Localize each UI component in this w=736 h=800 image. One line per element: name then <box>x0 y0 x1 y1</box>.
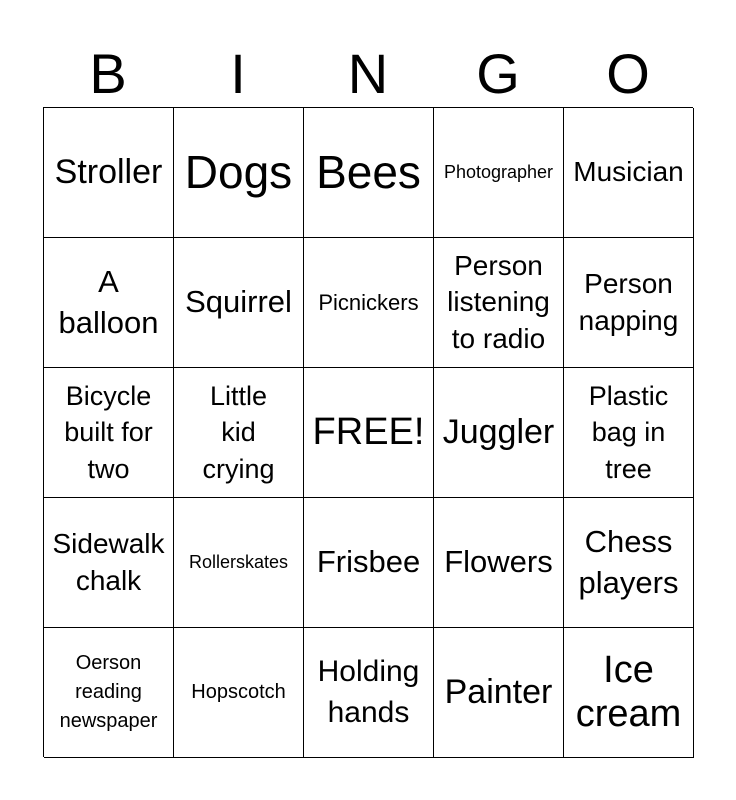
bingo-cell <box>174 108 304 238</box>
bingo-cell <box>304 108 434 238</box>
cell-text: Bees <box>316 146 421 199</box>
cell-text: Squirrel <box>185 284 292 320</box>
cell-text: Little kid crying <box>202 380 275 484</box>
cell-text: A balloon <box>58 263 159 340</box>
bingo-cell <box>44 238 174 368</box>
bingo-cell <box>174 368 304 498</box>
bingo-cell <box>174 238 304 368</box>
cell-text: Sidewalk chalk <box>52 528 165 596</box>
header-letter-i: I <box>230 42 246 105</box>
cell-text: Chess players <box>578 523 679 600</box>
free-space <box>304 368 434 498</box>
cell-text: Rollerskates <box>188 551 289 572</box>
header-letter-b: B <box>89 42 127 105</box>
cell-text: Musician <box>573 156 684 188</box>
cell-text: Hopscotch <box>191 681 286 703</box>
bingo-cell <box>304 238 434 368</box>
cell-text: Dogs <box>184 146 293 199</box>
cell-text: Stroller <box>54 152 163 191</box>
cell-text: Oerson reading newspaper <box>59 652 158 732</box>
cell-text: Frisbee <box>316 544 421 580</box>
header-letter-n: N <box>347 42 389 105</box>
bingo-cell <box>44 498 174 628</box>
cell-text: Flowers <box>444 544 553 580</box>
bingo-cell <box>564 628 694 758</box>
header-letter-o: O <box>606 42 650 105</box>
cell-text: Picnickers <box>318 289 419 315</box>
bingo-cell <box>434 238 564 368</box>
header-letter-g: G <box>476 42 520 105</box>
bingo-cell <box>44 108 174 238</box>
bingo-cell <box>564 498 694 628</box>
bingo-cell <box>44 628 174 758</box>
cell-text: Painter <box>444 672 553 711</box>
cell-text: Plastic bag in tree <box>588 380 669 484</box>
cell-text: Person listening to radio <box>447 249 550 354</box>
cell-text: Photographer <box>443 161 554 182</box>
bingo-cell <box>564 108 694 238</box>
bingo-cell <box>174 498 304 628</box>
bingo-grid <box>43 107 693 757</box>
cell-text: Juggler <box>442 412 555 451</box>
bingo-cell <box>434 108 564 238</box>
bingo-cell <box>304 498 434 628</box>
bingo-cell <box>304 628 434 758</box>
bingo-cell <box>564 238 694 368</box>
cell-text: Ice cream <box>575 648 682 735</box>
bingo-cell <box>434 368 564 498</box>
bingo-cell <box>564 368 694 498</box>
cell-text: FREE! <box>312 410 425 453</box>
bingo-cell <box>174 628 304 758</box>
cell-text: Person napping <box>578 268 679 336</box>
bingo-header <box>43 40 693 108</box>
cell-text: Bicycle built for two <box>64 380 153 484</box>
bingo-cell <box>434 498 564 628</box>
cell-text: Holding hands <box>317 655 420 729</box>
bingo-cell <box>44 368 174 498</box>
bingo-cell <box>434 628 564 758</box>
